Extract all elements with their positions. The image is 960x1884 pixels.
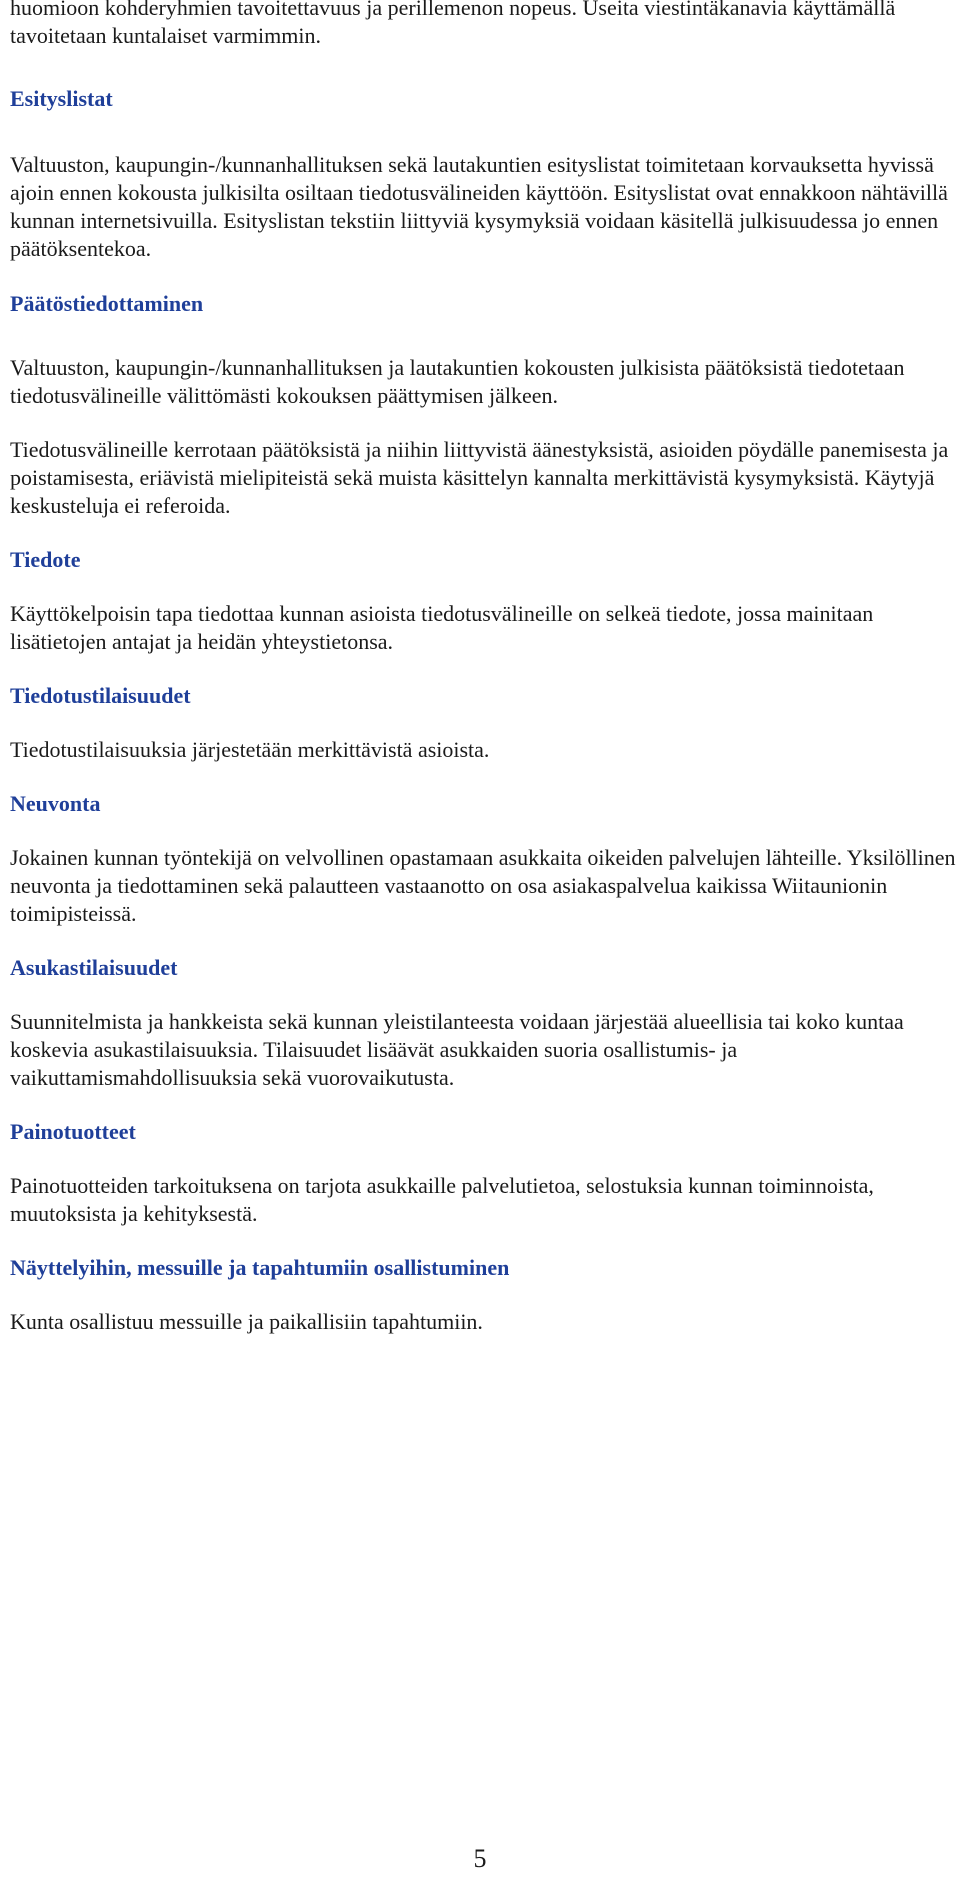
tiedote-paragraph-1: Käyttökelpoisin tapa tiedottaa kunnan asioista tiedotusvälineille on selkeä tiedote, jossa mainitaan lisätietojen antajat ja heidän yhteystietonsa. [10, 601, 874, 654]
paatostiedottaminen-paragraph-1: Valtuuston, kaupungin-/kunnanhallituksen ja lautakuntien kokousten julkisista päätöksistä tiedotetaan tiedotusvälineille välittömästi kokouksen päättymisen jälkeen. [10, 355, 905, 408]
esityslistat-paragraph-1: Valtuuston, kaupungin-/kunnanhallituksen sekä lautakuntien esityslistat toimitetaan korvauksetta hyvissä ajoin ennen kokousta julkisilta osiltaan tiedotusvälineiden käyttöön. Esityslistat ovat ennakkoon nähtävillä kunnan internetsivuilla. Esityslistan tekstiin liittyviä kysymyksiä voidaan käsitellä julkisuudessa jo ennen päätöksentekoa. [10, 152, 948, 261]
paatostiedottaminen-paragraph-2: Tiedotusvälineille kerrotaan päätöksistä ja niihin liittyvistä äänestyksistä, asioiden pöydälle panemisesta ja poistamisesta, eriävistä mielipiteistä sekä muista käsittelyn kannalta merkittävistä kysymyksistä. Käytyjä keskusteluja ei referoida. [10, 437, 949, 518]
neuvonta-paragraph-1: Jokainen kunnan työntekijä on velvollinen opastamaan asukkaita oikeiden palvelujen lähteille. Yksilöllinen neuvonta ja tiedottaminen sekä palautteen vastaanotto on osa asiakaspalvelua kaikissa Wiitaunionin toimipisteissä. [10, 845, 956, 926]
heading-nayttelyt: Näyttelyihin, messuille ja tapahtumiin osallistuminen [10, 1255, 510, 1280]
document-page [10, 0, 956, 1336]
heading-tiedotustilaisuudet: Tiedotustilaisuudet [10, 683, 191, 708]
page-number: 5 [473, 1844, 487, 1873]
nayttelyt-paragraph-1: Kunta osallistuu messuille ja paikallisiin tapahtumiin. [10, 1309, 483, 1334]
painotuotteet-paragraph-1: Painotuotteiden tarkoituksena on tarjota asukkaille palvelutietoa, selostuksia kunnan toiminnoista, muutoksista ja kehityksestä. [10, 1173, 874, 1226]
intro-paragraph: huomioon kohderyhmien tavoitettavuus ja perillemenon nopeus. Useita viestintäkanavia käyttämällä tavoitetaan kuntalaiset varmimmin. [10, 0, 896, 48]
heading-paatostiedottaminen: Päätöstiedottaminen [10, 291, 204, 316]
tiedotustilaisuudet-paragraph-1: Tiedotustilaisuuksia järjestetään merkittävistä asioista. [10, 737, 490, 762]
heading-neuvonta: Neuvonta [10, 791, 101, 816]
heading-asukastilaisuudet: Asukastilaisuudet [10, 955, 178, 980]
heading-painotuotteet: Painotuotteet [10, 1119, 136, 1144]
heading-esityslistat: Esityslistat [10, 86, 113, 111]
asukastilaisuudet-paragraph-1: Suunnitelmista ja hankkeista sekä kunnan yleistilanteesta voidaan järjestää alueellisia tai koko kuntaa koskevia asukastilaisuuksia. Tilaisuudet lisäävät asukkaiden suoria osallistumis- ja vaikuttamismahdollisuuksia sekä vuorovaikutusta. [10, 1009, 904, 1090]
heading-tiedote: Tiedote [10, 547, 81, 572]
